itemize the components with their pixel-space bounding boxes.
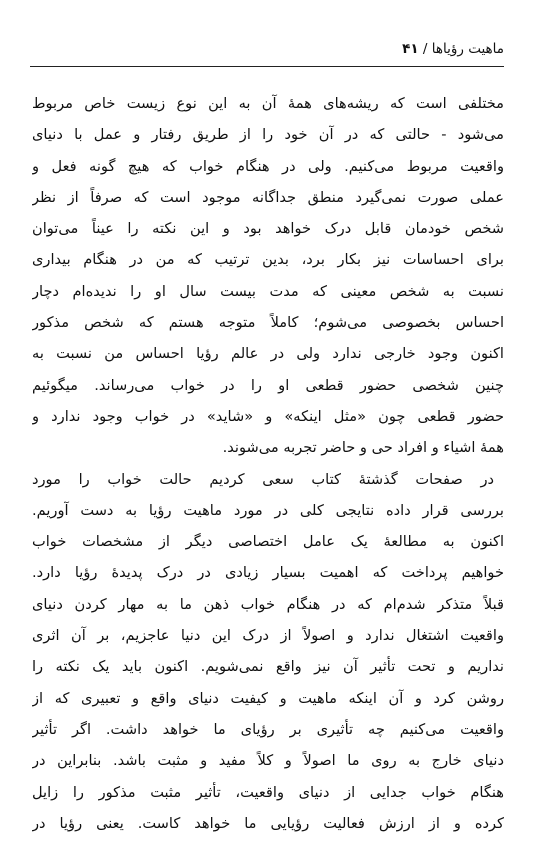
text-line: در صفحات گذشتهٔ کتاب سعی کردیم حالت خواب را مورد xyxy=(32,470,494,488)
text-line: واقعیت می‌کنیم چه تأثیری بر رؤیای ما خواهد داشت. اگر تأثیر xyxy=(32,720,504,738)
page-number: ۴۱ xyxy=(402,41,419,57)
text-line: اکنون به مطالعهٔ یک عامل اختصاصی دیگر از مشخصات خواب xyxy=(32,533,504,551)
text-line: برای احساسات نیز بکار برد، بدین ترتیب که من در هنگام بیداری xyxy=(32,251,504,269)
body-text xyxy=(32,88,504,839)
text-line: عملی صورت نمی‌گیرد منطق جداگانه موجود است که صرفاً از نظر xyxy=(32,188,504,206)
text-line: کرده و از ارزش فعالیت رؤیایی ما خواهد کاست. یعنی رؤیا در xyxy=(32,814,504,832)
text-line: اکنون وجود خارجی ندارد ولی در عالم رؤیا احساس من نسبت به xyxy=(32,345,504,363)
text-line: مختلفی است که ریشه‌های همهٔ آن به این نوع زیست خاص مربوط xyxy=(32,95,504,112)
text-line: روشن کرد و آن اینکه ماهیت و کیفیت دنیای واقع و تعبیری که از xyxy=(32,689,504,707)
text-line: نداریم و تحت تأثیر آن نیز واقع نمی‌شویم. اکنون باید یک نکته را xyxy=(32,658,504,676)
text-line: خواهیم پرداخت که اهمیت بسیار زیادی در درک پدیدهٔ رؤیا دارد. xyxy=(32,564,504,582)
header-separator: / xyxy=(422,41,428,57)
running-header xyxy=(32,38,504,60)
text-line: احساس بخصوصی می‌شوم؛ کاملاً متوجه هستم که شخص مذکور xyxy=(32,314,504,332)
header-title-group xyxy=(402,41,504,57)
text-line: چنین شخصی حضور قطعی او را در خواب می‌رساند. میگوئیم xyxy=(32,376,504,394)
text-line: حضور قطعی چون «مثل اینکه» و «شاید» در خواب وجود ندارد و xyxy=(32,407,504,425)
header-book-title: ماهیت رؤیاها xyxy=(431,41,504,57)
text-line: می‌شود - حالتی که در آن خود را از طریق رفتار و عمل با دنیای xyxy=(32,126,504,144)
text-line: قبلاً متذکر شدم‌ام که در هنگام خواب ذهن ما به مهار کردن دنیای xyxy=(32,595,504,613)
header-rule xyxy=(30,66,504,67)
text-line: هنگام خواب جدایی از دنیای واقعیت، تأثیر مثبت مذکور را زایل xyxy=(32,783,504,801)
text-line: همهٔ اشیاء و افراد حی و حاضر تجربه می‌شوند. xyxy=(222,439,504,457)
text-line: واقعیت مربوط می‌کنیم. ولی در هنگام خواب که هیچ گونه فعل و xyxy=(32,157,504,175)
text-line: شخص خودمان قابل درک خواهد بود و این نکته را عیناً می‌توان xyxy=(32,220,504,238)
text-line: نسبت به شخص معینی که مدت بیست سال او را ندیده‌ام دچار xyxy=(32,282,504,300)
text-line: بررسی قرار داده نتایجی کلی در مورد ماهیت رؤیا به دست آوریم. xyxy=(32,501,504,519)
text-line: واقعیت اشتغال ندارد و اصولاً از درک این دنیا عاجزیم، بر آن اثری xyxy=(32,627,504,645)
text-line: دنیای خارج به روی ما اصولاً و کلاً مفید و مثبت باشد. بنابراین در xyxy=(32,752,504,770)
